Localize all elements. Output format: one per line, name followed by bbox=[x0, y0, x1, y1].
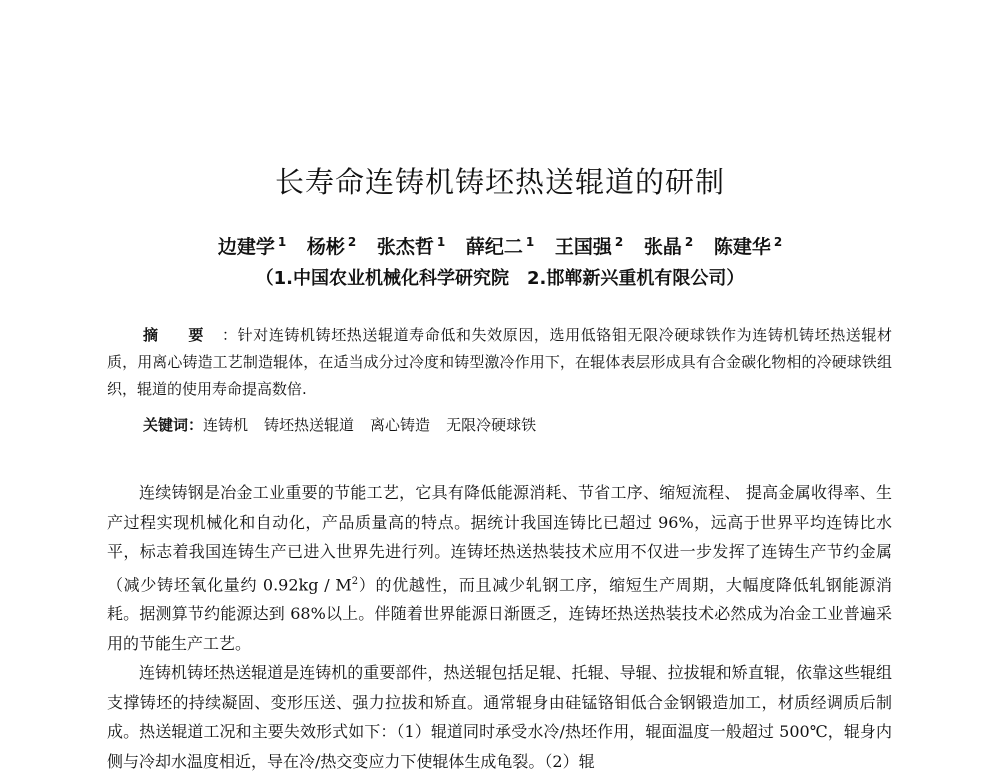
abstract-label: 摘 要 bbox=[143, 326, 217, 344]
author: 边建学 $^1$ bbox=[217, 234, 287, 258]
author: 陈建华 $^2$ bbox=[713, 234, 783, 258]
body-text bbox=[107, 478, 892, 776]
paper-title: 长寿命连铸机铸坯热送辊道的研制 bbox=[274, 165, 725, 199]
author: 张杰哲 $^1$ bbox=[376, 234, 446, 258]
paragraph: 连续铸钢是冶金工业重要的节能工艺，它具有降低能源消耗、节省工序、缩短流程、 提高金属收得率、生产过程实现机械化和自动化，产品质量高的特点。据统计我国连铸比已超过 96%，远高于世界平均连铸比水平，标志着我国连铸生产已进入世界先进行列。连铸坯热送热装技术应用不仅进一步发挥了连铸生产节约金属（减少铸坯氧化量约 $0.92kg / M^2$）的优越性，而且减少轧钢工序，缩短生产周期，大幅度降低轧钢能源消耗。据测算节约能源达到 68%以上。伴随着世界能源日渐匮乏，连铸坯热送热装技术必然成为冶金工业普遍采用的节能生产工艺。 bbox=[107, 483, 892, 653]
affiliation: （1.中国农业机械化科学研究院 2.邯郸新兴重机有限公司） bbox=[255, 268, 745, 289]
abstract-text: 针对连铸机铸坯热送辊道寿命低和失效原因，选用低铬钼无限冷硬球铁作为连铸机铸坯热送辊材质，用离心铸造工艺制造辊体，在适当成分过冷度和铸型激冷作用下，在辊体表层形成具有合金碳化物相的冷硬球铁组织，辊道的使用寿命提高数倍. bbox=[107, 326, 892, 398]
keyword: 铸坯热送辊道 bbox=[264, 416, 355, 434]
abstract bbox=[107, 322, 892, 403]
abstract-separator: ： bbox=[222, 326, 238, 344]
author: 王国强 $^2$ bbox=[554, 234, 624, 258]
keyword: 连铸机 bbox=[203, 416, 249, 434]
author-list bbox=[0, 232, 1000, 259]
author: 张晶 $^2$ bbox=[643, 234, 694, 258]
author: 杨彬 $^2$ bbox=[306, 234, 357, 258]
paragraph: 连铸机铸坯热送辊道是连铸机的重要部件，热送辊包括足辊、托辊、导辊、拉拔辊和矫直辊，依靠这些辊组支撑铸坯的持续凝固、变形压送、强力拉拔和矫直。通常辊身由硅锰铬钼低合金钢锻造加工，材质经调质后制成。热送辊道工况和主要失效形式如下：（1）辊道同时承受水冷/热坯作用，辊面温度一般超过 500℃，辊身内侧与冷却水温度相近，导在冷/热交变应力下使辊体生成龟裂。（2）辊 bbox=[107, 663, 892, 771]
keywords bbox=[143, 414, 893, 435]
keyword: 离心铸造 bbox=[370, 416, 431, 434]
author: 薛纪二 $^1$ bbox=[465, 234, 535, 258]
keywords-label: 关键词： bbox=[143, 416, 204, 434]
keyword: 无限冷硬球铁 bbox=[446, 416, 537, 434]
